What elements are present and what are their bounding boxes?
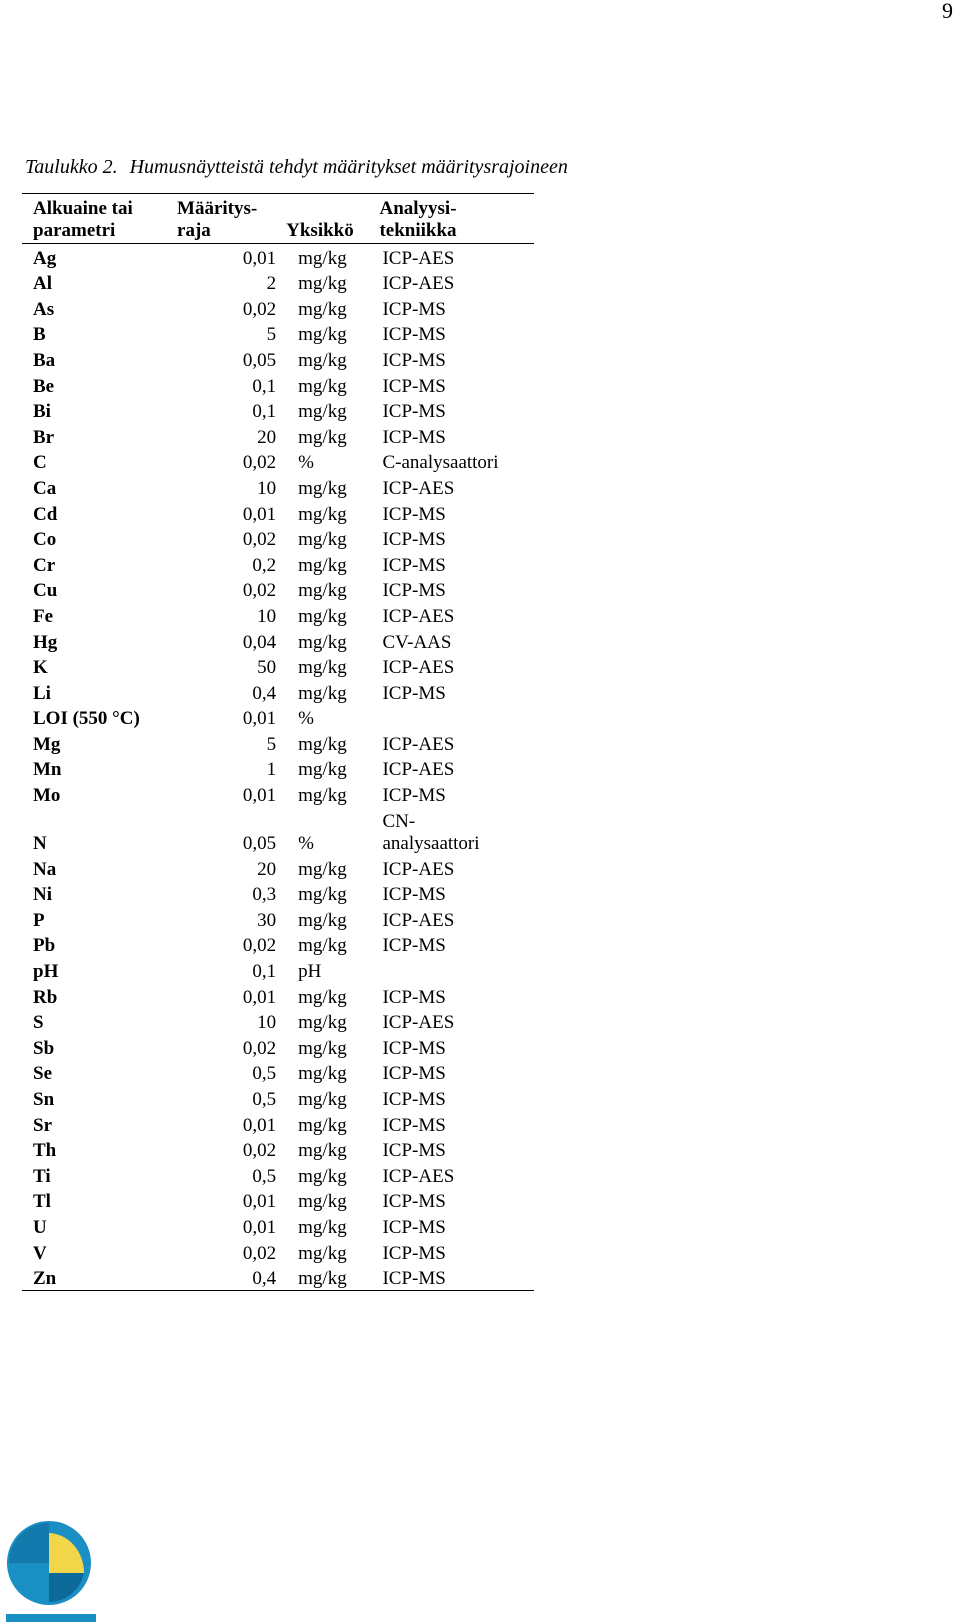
cell-unit: mg/kg: [298, 631, 347, 653]
cell-parameter: Pb: [33, 935, 56, 957]
cell-technique: ICP-MS: [382, 426, 446, 448]
table-row: [22, 372, 534, 398]
cell-detection-limit: 0,1: [252, 961, 277, 983]
cell-parameter: Sn: [33, 1089, 55, 1110]
header-unit: Yksikkö: [286, 220, 354, 241]
table-row: [22, 730, 534, 756]
cell-parameter: Cr: [33, 554, 56, 576]
cell-parameter: Cd: [33, 503, 58, 525]
cell-unit: mg/kg: [298, 477, 347, 499]
cell-detection-limit: 0,01: [242, 1114, 277, 1136]
table-row: [22, 881, 534, 907]
cell-technique: ICP-MS: [382, 785, 446, 807]
cell-technique: ICP-AES: [382, 1012, 455, 1034]
cell-unit: mg/kg: [298, 935, 347, 957]
cell-detection-limit: 0,01: [242, 1191, 277, 1213]
cell-detection-limit: 50: [257, 657, 277, 679]
cell-detection-limit: 0,1: [252, 401, 277, 423]
cell-unit: mg/kg: [298, 298, 347, 320]
table-row: [22, 526, 534, 552]
cell-technique: ICP-AES: [382, 733, 455, 755]
table-row: [22, 1265, 534, 1291]
cell-detection-limit: 0,01: [242, 986, 277, 1008]
cell-detection-limit: 20: [257, 858, 277, 880]
cell-detection-limit: 5: [266, 324, 277, 346]
cell-parameter: Mg: [33, 733, 61, 755]
table-row: [22, 1034, 534, 1060]
cell-unit: mg/kg: [298, 273, 347, 295]
cell-unit: %: [298, 452, 314, 474]
table-row: [22, 577, 534, 603]
table-row: [22, 270, 534, 296]
caption-label: Taulukko 2.: [25, 156, 118, 178]
cell-unit: mg/kg: [298, 529, 347, 551]
cell-technique: ICP-MS: [382, 935, 446, 957]
cell-technique: ICP-AES: [382, 657, 455, 679]
table-row: [22, 602, 534, 628]
cell-unit: %: [298, 708, 314, 730]
cell-detection-limit: 0,01: [242, 785, 277, 807]
cell-technique: ICP-MS: [382, 554, 446, 576]
cell-detection-limit: 0,3: [252, 884, 277, 906]
cell-parameter: Na: [33, 858, 57, 880]
cell-technique: ICP-AES: [382, 759, 455, 781]
cell-parameter: P: [33, 909, 45, 931]
table-row: [22, 398, 534, 424]
cell-detection-limit: 0,02: [242, 1037, 277, 1059]
cell-parameter: V: [33, 1242, 47, 1264]
cell-detection-limit: 0,01: [242, 1216, 277, 1238]
cell-unit: mg/kg: [298, 986, 347, 1008]
cell-detection-limit: 0,01: [242, 708, 277, 730]
cell-technique: ICP-MS: [382, 682, 446, 704]
cell-parameter: K: [33, 657, 48, 679]
table-row: [22, 781, 534, 807]
cell-detection-limit: 0,02: [242, 580, 277, 602]
table-row: [22, 807, 534, 855]
cell-unit: mg/kg: [298, 1012, 347, 1034]
table-row: [22, 1188, 534, 1214]
cell-parameter: Mo: [33, 785, 61, 807]
cell-technique: ICP-MS: [382, 1216, 446, 1238]
cell-technique: ICP-AES: [382, 1165, 455, 1187]
table-row: [22, 679, 534, 705]
cell-detection-limit: 0,4: [252, 682, 277, 704]
cell-technique: ICP-MS: [382, 401, 446, 423]
cell-parameter: As: [33, 298, 55, 320]
cell-detection-limit: 0,01: [242, 247, 277, 269]
table-row: [22, 1162, 534, 1188]
cell-unit: mg/kg: [298, 375, 347, 397]
table-row: [22, 1060, 534, 1086]
cell-parameter: Tl: [33, 1191, 51, 1213]
cell-technique: ICP-MS: [382, 324, 446, 346]
table-row: [22, 295, 534, 321]
cell-technique: [379, 705, 534, 731]
table-row: [22, 932, 534, 958]
cell-technique: C-analysaattori: [382, 452, 499, 474]
table-row: [22, 474, 534, 500]
cell-detection-limit: 0,02: [242, 935, 277, 957]
cell-unit: mg/kg: [298, 324, 347, 346]
cell-detection-limit: 5: [266, 733, 277, 755]
cell-unit: %: [298, 833, 314, 855]
cell-technique: ICP-MS: [382, 298, 446, 320]
cell-parameter: Ni: [33, 884, 52, 906]
cell-unit: mg/kg: [298, 349, 347, 371]
cell-parameter: N: [33, 833, 47, 855]
cell-detection-limit: 0,4: [252, 1268, 277, 1290]
cell-technique: ICP-MS: [382, 1191, 446, 1213]
cell-parameter: Fe: [33, 605, 54, 627]
cell-technique: ICP-MS: [382, 375, 446, 397]
cell-detection-limit: 30: [257, 909, 277, 931]
cell-unit: mg/kg: [298, 858, 347, 880]
cell-detection-limit: 0,02: [242, 1242, 277, 1264]
cell-unit: mg/kg: [298, 1063, 347, 1085]
table-row: [22, 244, 534, 270]
caption-text: Humusnäytteistä tehdyt määritykset määritysrajoineen: [129, 156, 568, 178]
cell-unit: mg/kg: [298, 1268, 347, 1290]
table-row: [22, 983, 534, 1009]
table-body: [22, 244, 534, 1291]
cell-unit: mg/kg: [298, 503, 347, 525]
page-number: 9: [942, 0, 953, 23]
cell-detection-limit: 0,1: [252, 375, 277, 397]
cell-unit: mg/kg: [298, 401, 347, 423]
table-row: [22, 1137, 534, 1163]
cell-detection-limit: 1: [266, 759, 277, 781]
table-row: [22, 855, 534, 881]
table-row: [22, 705, 534, 731]
cell-technique: ICP-MS: [382, 1268, 446, 1290]
header-detection-limit: Määritys- raja: [177, 198, 258, 241]
table-row: [22, 1085, 534, 1111]
cell-detection-limit: 10: [257, 477, 277, 499]
table-row: [22, 628, 534, 654]
gtk-globe-logo-icon: [6, 1520, 96, 1622]
table-row: [22, 1009, 534, 1035]
cell-detection-limit: 0,02: [242, 452, 277, 474]
cell-parameter: Al: [33, 273, 52, 295]
cell-detection-limit: 0,05: [242, 833, 277, 855]
table-row: [22, 1213, 534, 1239]
cell-technique: ICP-AES: [382, 909, 455, 931]
cell-parameter: Br: [33, 426, 55, 448]
cell-unit: pH: [298, 961, 322, 983]
table-header-row: [22, 194, 534, 244]
cell-detection-limit: 0,02: [242, 1140, 277, 1162]
cell-technique: ICP-MS: [382, 884, 446, 906]
cell-unit: mg/kg: [298, 785, 347, 807]
cell-technique: ICP-MS: [382, 503, 446, 525]
table-row: [22, 756, 534, 782]
cell-detection-limit: 0,5: [252, 1089, 277, 1110]
cell-technique: ICP-AES: [382, 273, 455, 295]
cell-parameter: Hg: [33, 631, 58, 653]
cell-unit: mg/kg: [298, 1089, 347, 1110]
cell-unit: mg/kg: [298, 554, 347, 576]
table-row: [22, 1111, 534, 1137]
cell-unit: mg/kg: [298, 909, 347, 931]
cell-unit: mg/kg: [298, 426, 347, 448]
cell-technique: ICP-AES: [382, 477, 455, 499]
cell-detection-limit: 0,01: [242, 503, 277, 525]
table-row: [22, 321, 534, 347]
cell-technique: ICP-AES: [382, 858, 455, 880]
cell-parameter: pH: [33, 961, 59, 983]
cell-parameter: LOI (550 °C): [33, 708, 140, 730]
header-technique: Analyysi- tekniikka: [379, 198, 457, 241]
cell-unit: mg/kg: [298, 884, 347, 906]
cell-detection-limit: 0,2: [252, 554, 277, 576]
cell-unit: mg/kg: [298, 1242, 347, 1264]
cell-detection-limit: 0,5: [252, 1063, 277, 1085]
cell-technique: ICP-AES: [382, 605, 455, 627]
table-caption: [25, 156, 568, 179]
cell-technique: ICP-MS: [382, 1242, 446, 1264]
cell-parameter: U: [33, 1216, 47, 1238]
cell-detection-limit: 0,5: [252, 1165, 277, 1187]
cell-parameter: Th: [33, 1140, 57, 1162]
cell-detection-limit: 0,02: [242, 298, 277, 320]
cell-unit: mg/kg: [298, 1140, 347, 1162]
table-row: [22, 423, 534, 449]
cell-unit: mg/kg: [298, 733, 347, 755]
cell-technique: ICP-MS: [382, 1140, 446, 1162]
cell-technique: ICP-AES: [382, 247, 455, 269]
cell-technique: ICP-MS: [382, 349, 446, 371]
cell-parameter: Co: [33, 529, 57, 551]
table-row: [22, 906, 534, 932]
cell-unit: mg/kg: [298, 605, 347, 627]
cell-technique: ICP-MS: [382, 1037, 446, 1059]
cell-parameter: Ag: [33, 247, 57, 269]
cell-technique: CN- analysaattori: [382, 811, 480, 855]
cell-detection-limit: 10: [257, 605, 277, 627]
cell-parameter: Ba: [33, 349, 56, 371]
cell-technique: ICP-MS: [382, 986, 446, 1008]
cell-parameter: C: [33, 452, 47, 474]
cell-unit: mg/kg: [298, 1165, 347, 1187]
cell-detection-limit: 0,04: [242, 631, 277, 653]
cell-detection-limit: 20: [257, 426, 277, 448]
cell-parameter: Rb: [33, 986, 58, 1008]
table-row: [22, 500, 534, 526]
cell-parameter: Zn: [33, 1268, 57, 1290]
table-row: [22, 346, 534, 372]
cell-parameter: Cu: [33, 580, 58, 602]
cell-technique: ICP-MS: [382, 1063, 446, 1085]
cell-unit: mg/kg: [298, 1216, 347, 1238]
cell-detection-limit: 0,02: [242, 529, 277, 551]
cell-technique: ICP-MS: [382, 1089, 446, 1110]
cell-technique: ICP-MS: [382, 529, 446, 551]
cell-parameter: Li: [33, 682, 51, 704]
cell-technique: ICP-MS: [382, 1114, 446, 1136]
cell-detection-limit: 10: [257, 1012, 277, 1034]
cell-technique: CV-AAS: [382, 631, 452, 653]
cell-parameter: Ca: [33, 477, 57, 499]
cell-parameter: Sb: [33, 1037, 55, 1059]
cell-parameter: Ti: [33, 1165, 51, 1187]
table-row: [22, 1239, 534, 1265]
cell-parameter: Se: [33, 1063, 52, 1085]
cell-unit: mg/kg: [298, 580, 347, 602]
table-row: [22, 654, 534, 680]
cell-unit: mg/kg: [298, 247, 347, 269]
cell-unit: mg/kg: [298, 1037, 347, 1059]
cell-unit: mg/kg: [298, 759, 347, 781]
cell-parameter: Sr: [33, 1114, 52, 1136]
cell-technique: ICP-MS: [382, 580, 446, 602]
header-parameter: Alkuaine tai parametri: [33, 198, 133, 241]
cell-unit: mg/kg: [298, 657, 347, 679]
cell-parameter: Be: [33, 375, 55, 397]
cell-technique: [379, 957, 534, 983]
table-row: [22, 957, 534, 983]
cell-parameter: B: [33, 324, 46, 346]
cell-parameter: S: [33, 1012, 44, 1034]
cell-detection-limit: 0,05: [242, 349, 277, 371]
cell-unit: mg/kg: [298, 682, 347, 704]
table-row: [22, 551, 534, 577]
cell-parameter: Mn: [33, 759, 62, 781]
cell-unit: mg/kg: [298, 1114, 347, 1136]
analysis-table: [22, 193, 534, 1291]
cell-parameter: Bi: [33, 401, 51, 423]
cell-detection-limit: 2: [266, 273, 277, 295]
cell-unit: mg/kg: [298, 1191, 347, 1213]
table-row: [22, 449, 534, 475]
